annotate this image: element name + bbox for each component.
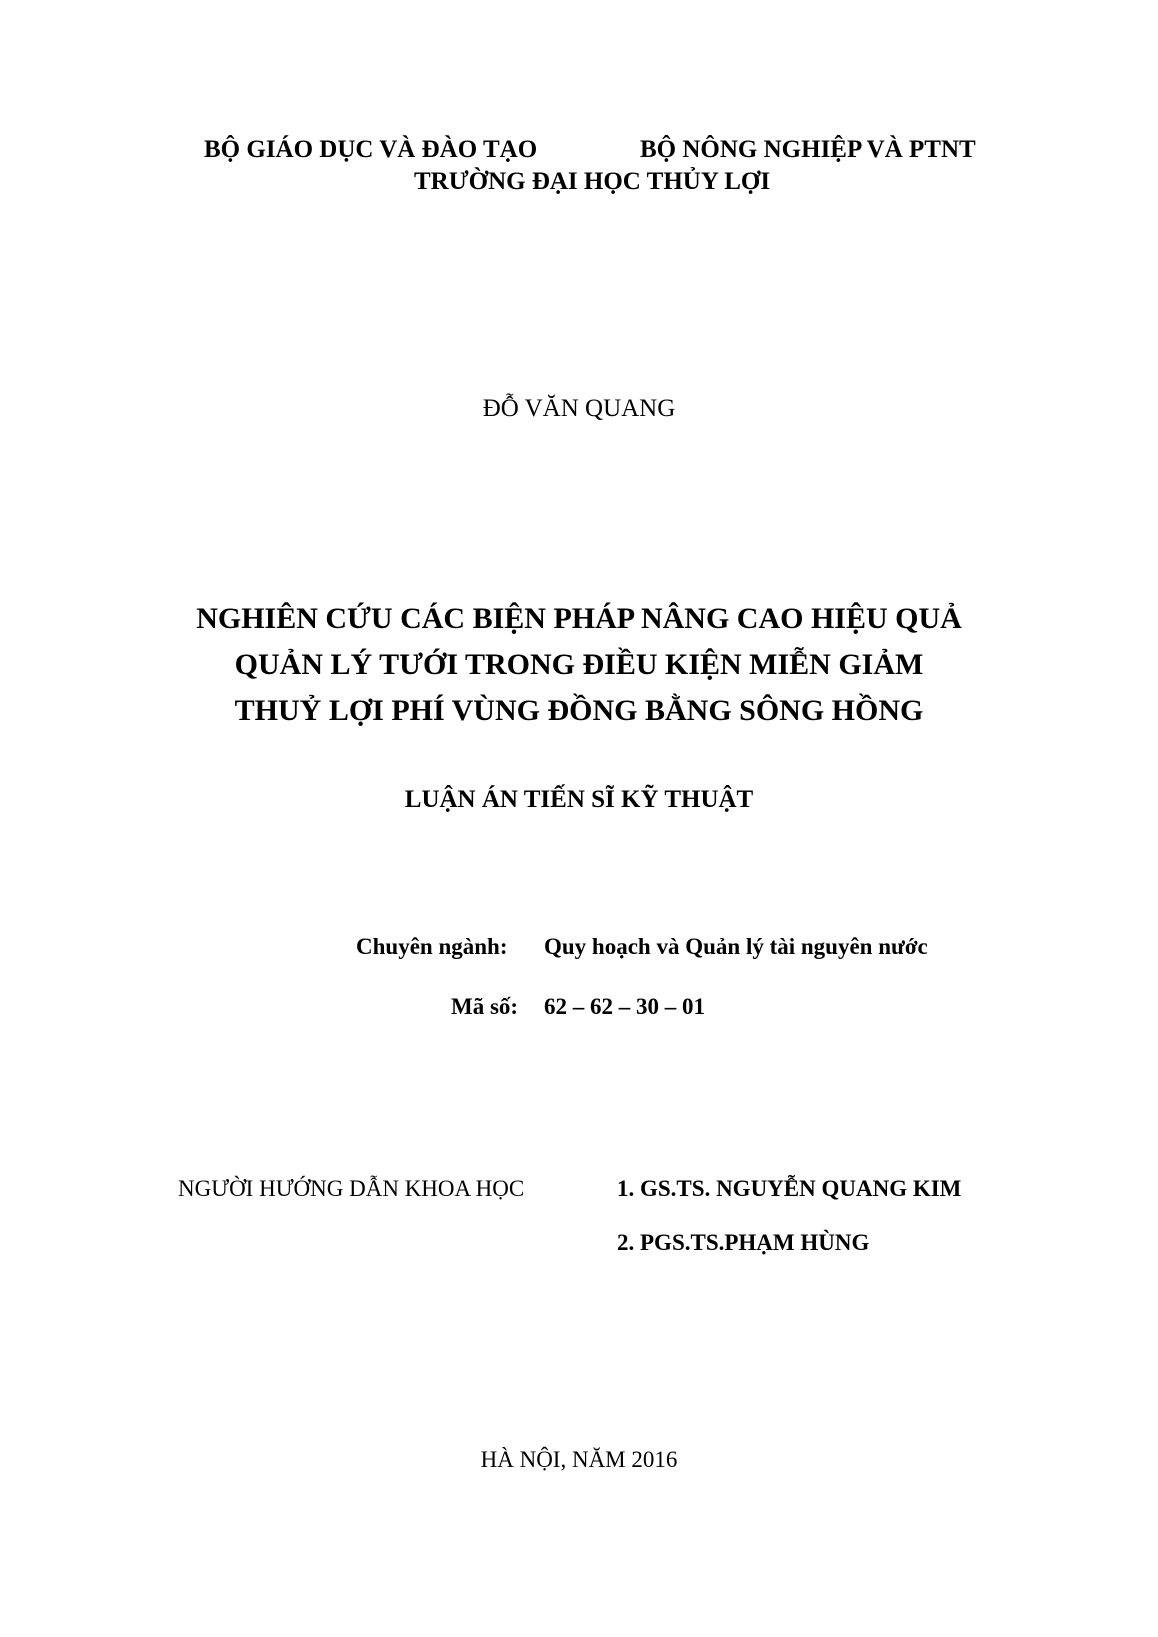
thesis-title <box>0 596 1158 734</box>
thesis-title-line: QUẢN LÝ TƯỚI TRONG ĐIỀU KIỆN MIỄN GIẢM <box>234 648 924 681</box>
advisor-item: 1. GS.TS. NGUYỄN QUANG KIM <box>617 1176 962 1201</box>
degree-title: LUẬN ÁN TIẾN SĨ KỸ THUẬT <box>404 786 754 813</box>
author-name: ĐỖ VĂN QUANG <box>482 395 676 422</box>
thesis-title-line: NGHIÊN CỨU CÁC BIỆN PHÁP NÂNG CAO HIỆU QUẢ <box>196 602 962 635</box>
specialization-label: Chuyên ngành: <box>356 934 508 959</box>
thesis-title-line: THUỶ LỢI PHÍ VÙNG ĐỒNG BẰNG SÔNG HỒNG <box>234 694 924 727</box>
specialization-value: Quy hoạch và Quản lý tài nguyên nước <box>544 934 928 959</box>
place-year: HÀ NỘI, NĂM 2016 <box>480 1447 678 1472</box>
advisor-label: NGƯỜI HƯỚNG DẪN KHOA HỌC <box>178 1176 525 1201</box>
code-label: Mã số: <box>451 994 519 1019</box>
code-value: 62 – 62 – 30 – 01 <box>544 994 705 1019</box>
advisor-item: 2. PGS.TS.PHẠM HÙNG <box>617 1230 870 1255</box>
university-name: TRƯỜNG ĐẠI HỌC THỦY LỢI <box>414 168 771 195</box>
ministry-left: BỘ GIÁO DỤC VÀ ĐÀO TẠO <box>204 136 538 163</box>
ministry-right: BỘ NÔNG NGHIỆP VÀ PTNT <box>640 136 976 163</box>
